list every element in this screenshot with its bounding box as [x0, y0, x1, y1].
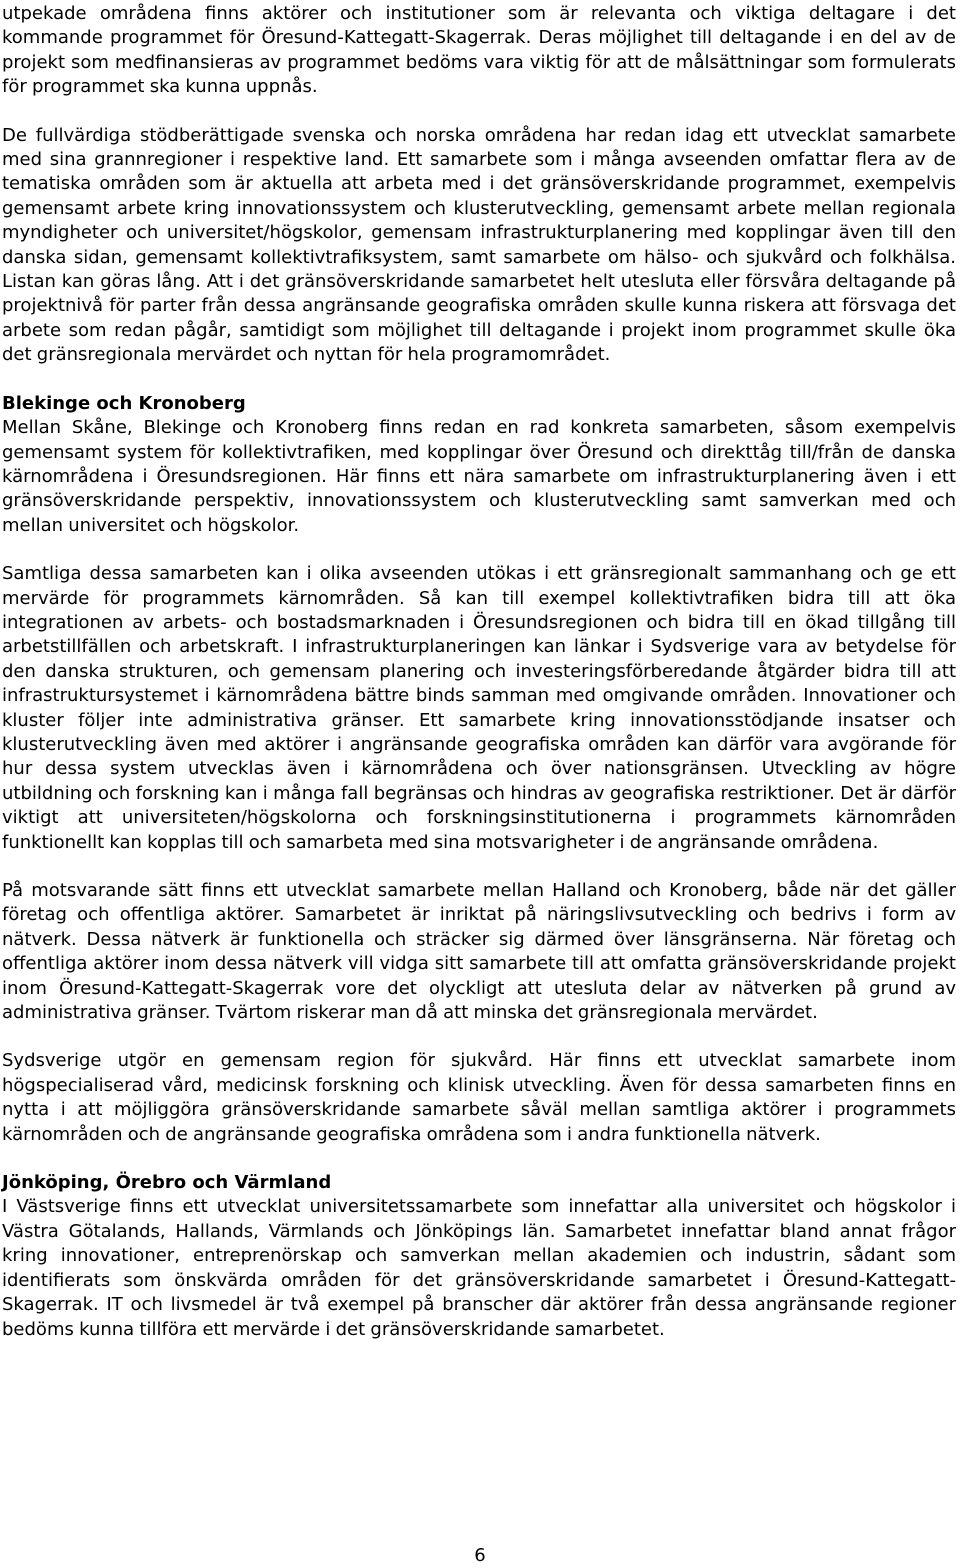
paragraph-spacer [2, 100, 956, 124]
paragraph-neighbouring-regions: De fullvärdiga stödberättigade svenska och norska områdena har redan idag ett utvecklat samarbete med sina grannregioner i respektive land. Ett samarbete som i många avseenden omfattar flera av de tematiska områden som är aktuella att arbeta med i det gränsöverskridande programmet, exempelvis gemensamt arbete kring innovationssystem och klusterutveckling, gemensamt arbete mellan regionala myndigheter och universitet/högskolor, gemensam infrastrukturplanering med kopplingar även till den danska sidan, gemensamt kollektivtrafiksystem, samt samarbete om hälso- och sjukvård och folkhälsa. Listan kan göras lång. Att i det gränsöverskridande samarbetet helt utesluta eller försvåra deltagande på projektnivå för parter från dessa angränsande geografiska områden skulle kunna riskera att försvaga det arbete som redan pågår, samtidigt som möjlighet till deltagande i projekt inom programmet skulle öka det gränsregionala mervärdet och nyttan för hela programområdet. [2, 124, 956, 366]
page-number: 6 [474, 1545, 486, 1566]
paragraph-spacer [2, 368, 956, 392]
paragraph-spacer [2, 1147, 956, 1171]
section-heading-blekinge-kronoberg: Blekinge och Kronoberg [2, 392, 246, 414]
paragraph-spacer [2, 855, 956, 879]
section-heading-jonkoping-orebro-varmland: Jönköping, Örebro och Värmland [2, 1172, 332, 1194]
paragraph-skane-blekinge-kronoberg: Mellan Skåne, Blekinge och Kronoberg finns redan en rad konkreta samarbeten, såsom exempelvis gemensamt system för kollektivtrafiken, med kopplingar över Öresund och direkttåg till/från de danska kärnområdena i Öresundsregionen. Här finns ett nära samarbete om infrastrukturplanering även i ett gränsöverskridande perspektiv, innovationssystem och klusterutveckling samt samverkan med och mellan universitet och högskolor. [2, 417, 956, 536]
paragraph-spacer [2, 1025, 956, 1049]
paragraph-programme-participation: utpekade områdena finns aktörer och institutioner som är relevanta och viktiga deltagare i det kommande programmet för Öresund-Kattegatt-Skagerrak. Deras möjlighet till deltagande i en del av de projekt som medfinansieras av programmet bedöms vara viktig för att de målsättningar som formulerats för programmet ska kunna uppnås. [2, 3, 956, 98]
paragraph-spacer [2, 538, 956, 562]
paragraph-halland-kronoberg: På motsvarande sätt finns ett utvecklat samarbete mellan Halland och Kronoberg, både när det gäller företag och offentliga aktörer. Samarbetet är inriktat på näringslivsutveckling och bedrivs i form av nätverk. Dessa nätverk är funktionella och sträcker sig därmed över länsgränserna. När företag och offentliga aktörer inom dessa nätverk vill vidga sitt samarbete till att omfatta gränsöverskridande projekt inom Öresund-Kattegatt-Skagerrak vore det olyckligt att utesluta delar av nätverken på grund av administrativa gränser. Tvärtom riskerar man då att minska det gränsregionala mervärdet. [2, 880, 956, 1024]
document-page [2, 0, 956, 1342]
paragraph-healthcare-region: Sydsverige utgör en gemensam region för sjukvård. Här finns ett utvecklat samarbete inom högspecialiserad vård, medicinsk forskning och klinisk utveckling. Även för dessa samarbeten finns en nytta i att möjliggöra gränsöverskridande samarbete såväl mellan samtliga aktörer i programmets kärnområden och de angränsande geografiska områdena som i andra funktionella nätverk. [2, 1050, 956, 1145]
paragraph-cross-border-added-value: Samtliga dessa samarbeten kan i olika avseenden utökas i ett gränsregionalt sammanhang och ge ett mervärde för programmets kärnområden. Så kan till exempel kollektivtrafiken bidra till att öka integrationen av arbets- och bostadsmarknaden i Öresundsregionen och bidra till en ökad tillgång till arbetstillfällen och arbetskraft. I infrastrukturplaneringen kan länkar i Sydsverige vara av betydelse för den danska strukturen, och gemensam planering och investeringsförberedande åtgärder bidra till att infrastruktursystemet i kärnområdena bättre binds samman med omgivande områden. Innovationer och kluster följer inte administrativa gränser. Ett samarbete kring innovationsstödjande insatser och klusterutveckling även med aktörer i angränsande geografiska områden kan därför vara avgörande för hur dessa system utvecklas även i kärnområdena och över nationsgränsen. Utveckling av högre utbildning och forskning kan i många fall begränsas och hindras av geografiska restriktioner. Det är därför viktigt att universiteten/högskolorna och forskningsinstitutionerna i programmets kärnområden funktionellt kan kopplas till och samarbeta med sina motsvarigheter i de angränsande områdena. [2, 563, 956, 853]
paragraph-university-cooperation: I Västsverige finns ett utvecklat universitetssamarbete som innefattar alla universitet och högskolor i Västra Götalands, Hallands, Värmlands och Jönköpings län. Samarbetet innefattar bland annat frågor kring innovationer, entreprenörskap och samverkan mellan akademien och industrin, sådant som identifierats som önskvärda områden för det gränsöverskridande samarbetet i Öresund-Kattegatt-Skagerrak. IT och livsmedel är två exempel på branscher där aktörer från dessa angränsande regioner bedöms kunna tillföra ett mervärde i det gränsöverskridande samarbetet. [2, 1196, 956, 1340]
